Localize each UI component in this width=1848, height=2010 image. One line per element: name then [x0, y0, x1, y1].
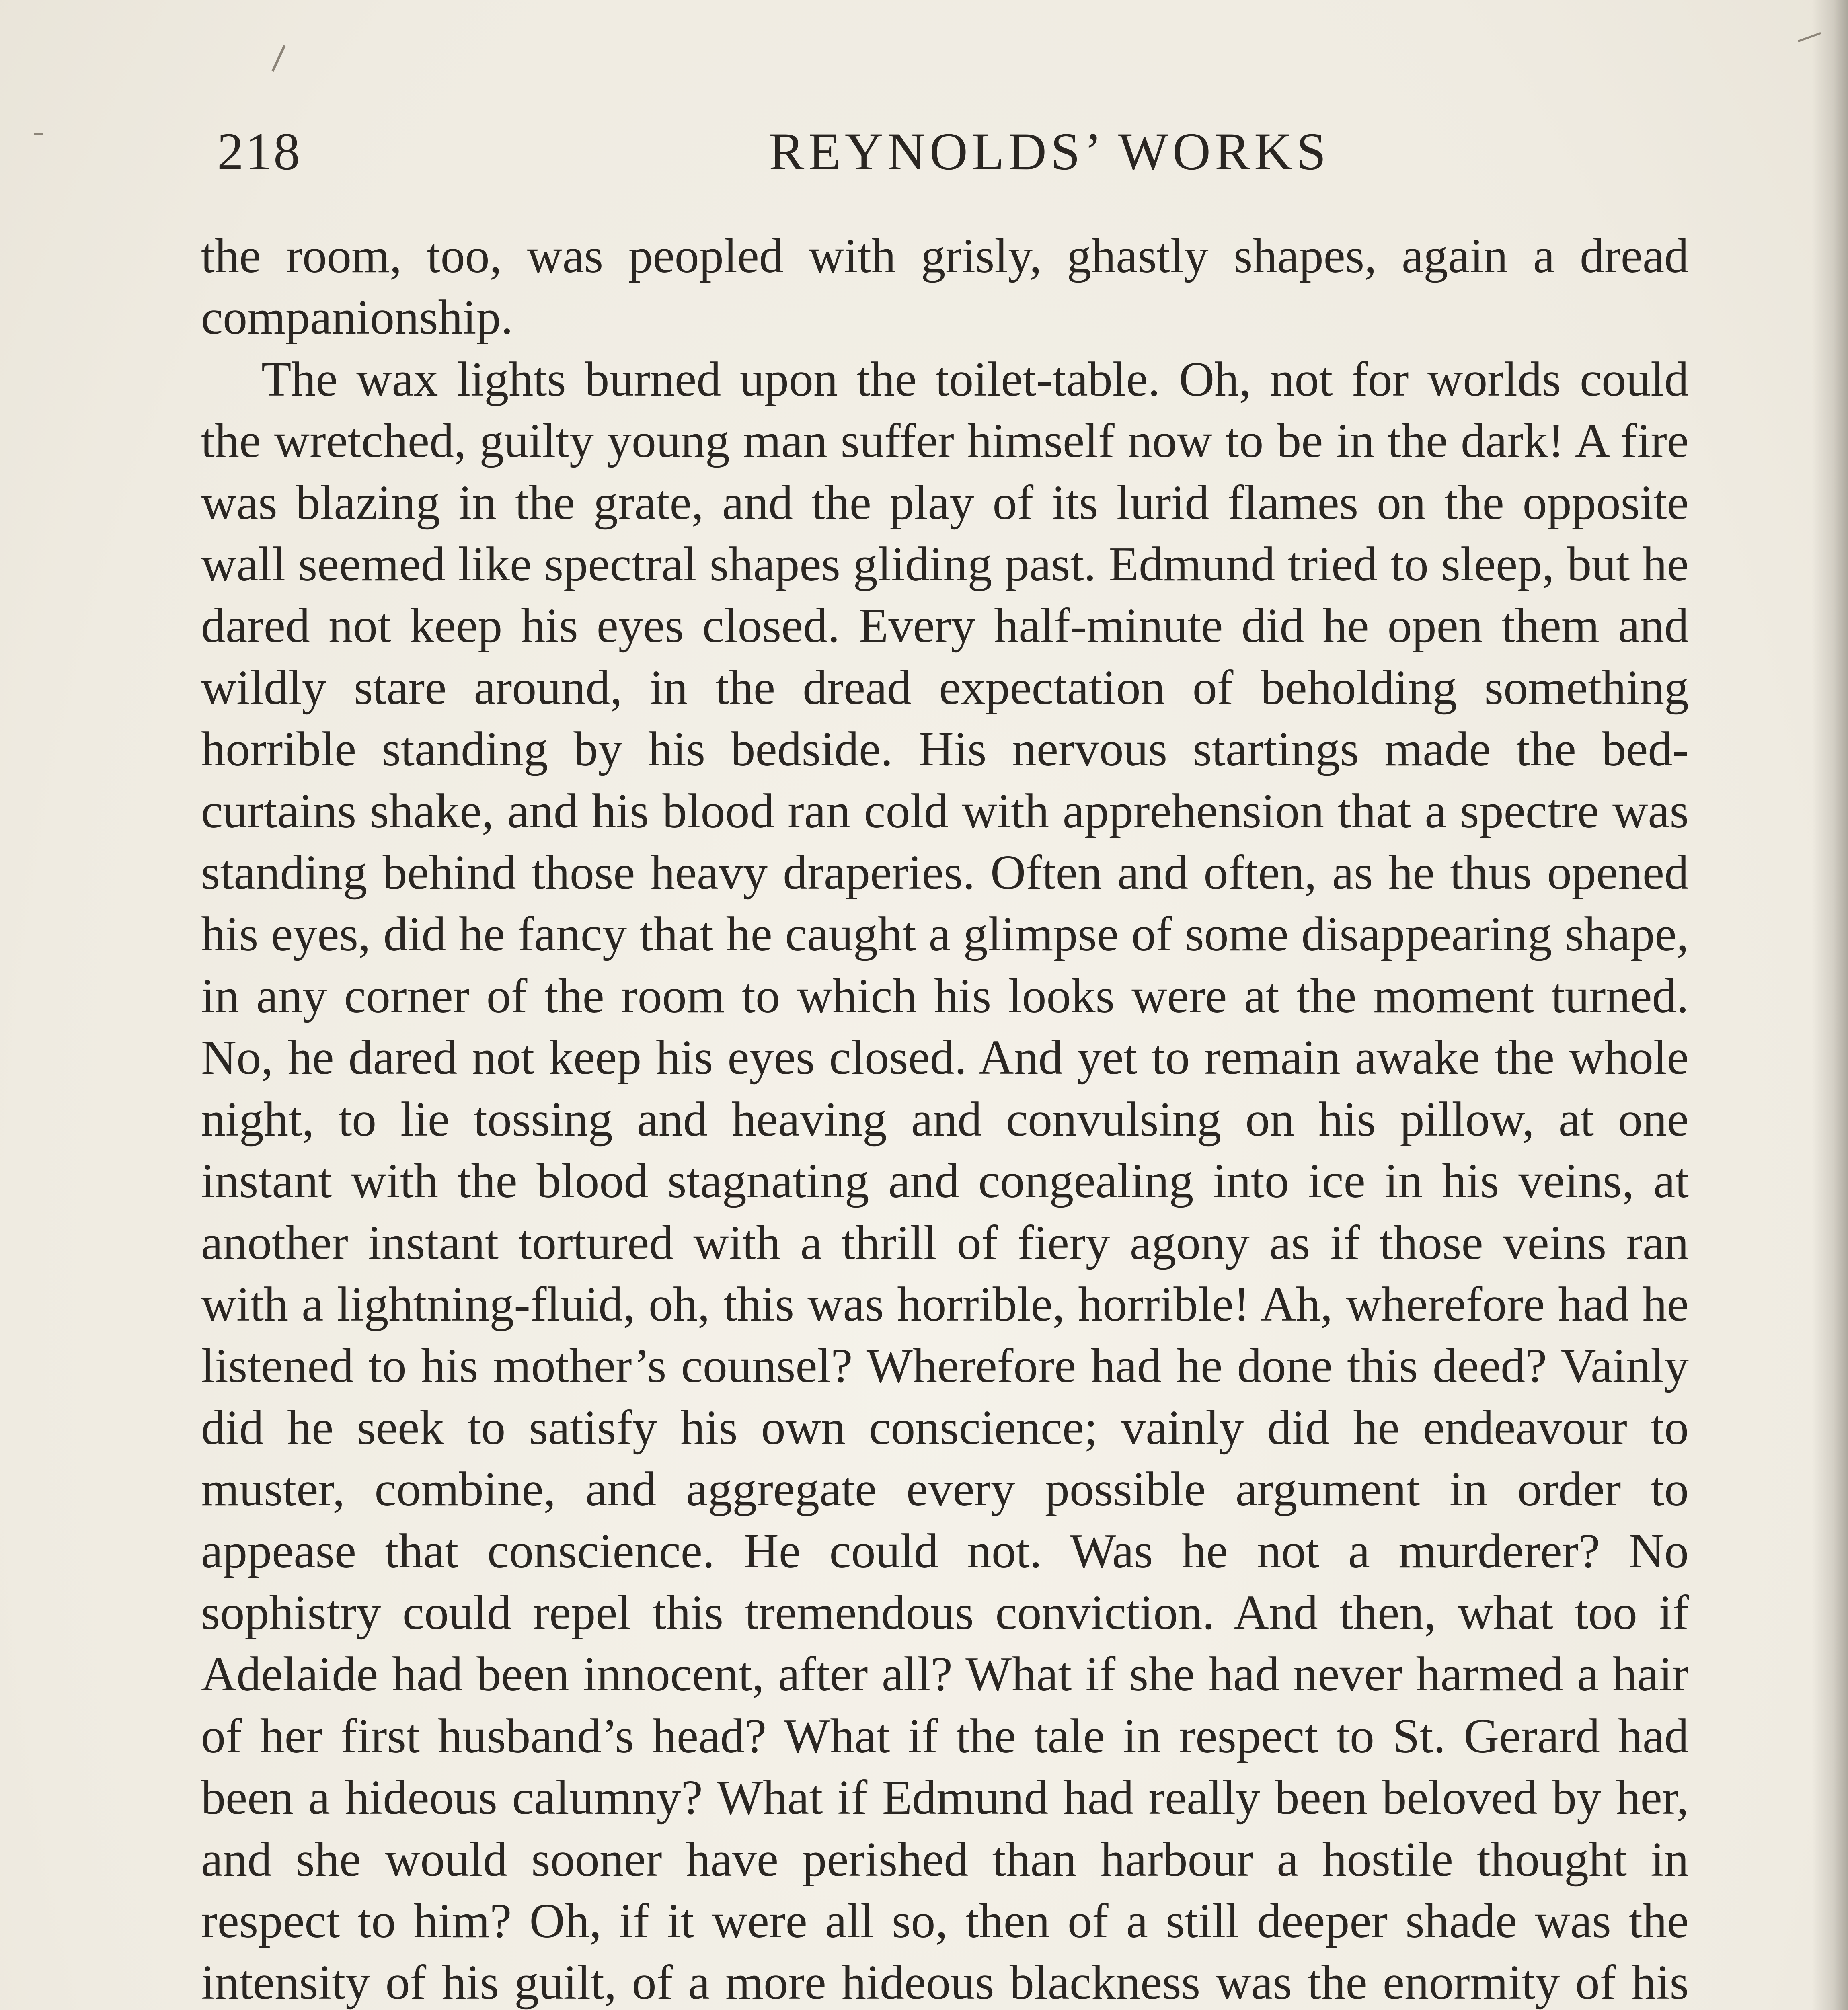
body-text: [201, 225, 1689, 2010]
paragraph: The wax lights burned upon the toilet-table. Oh, not for worlds could the wretched, guilty young man suffer himself now to be in the dark! A fire was blazing in the grate, and the play of its lurid flames on the opposite wall seemed like spectral shapes gliding past. Edmund tried to sleep, but he dared not keep his eyes closed. Every half-minute did he open them and wildly stare around, in the dread expectation of beholding something horrible standing by his bedside. His nervous startings made the bed-curtains shake, and his blood ran cold with apprehension that a spectre was standing behind those heavy draperies. Often and often, as he thus opened his eyes, did he fancy that he caught a glimpse of some disappearing shape, in any corner of the room to which his looks were at the moment turned. No, he dared not keep his eyes closed. And yet to remain awake the whole night, to lie tossing and heaving and convulsing on his pillow, at one instant with the blood stagnating and congealing into ice in his veins, at another instant tortured with a thrill of fiery agony as if those veins ran with a lightning-fluid, oh, this was horrible, horrible! Ah, wherefore had he listened to his mother’s counsel? Wherefore had he done this deed? Vainly did he seek to satisfy his own conscience; vainly did he endeavour to muster, combine, and aggregate every possible argument in order to appease that conscience. He could not. Was he not a murderer? No sophistry could repel this tremendous conviction. And then, what too if Adelaide had been innocent, after all? What if she had never harmed a hair of her first husband’s head? What if the tale in respect to St. Gerard had been a hideous calumny? What if Edmund had really been beloved by her, and she would sooner have perished than harbour a hostile thought in respect to him? Oh, if it were all so, then of a still deeper shade was the intensity of his guilt, of a more hideous blackness was the enormity of his: [201, 352, 1689, 2010]
paragraph-continued: the room, too, was peopled with grisly, ghastly shapes, again a dread companionship.: [201, 229, 1689, 345]
paper-speck: [271, 45, 285, 72]
book-title: REYNOLDS’ WORKS: [769, 122, 1330, 181]
page-edge-shadow: [1812, 0, 1848, 2010]
running-head: [217, 121, 1673, 185]
page-number: 218: [217, 122, 302, 181]
paper-speck: [34, 133, 43, 135]
